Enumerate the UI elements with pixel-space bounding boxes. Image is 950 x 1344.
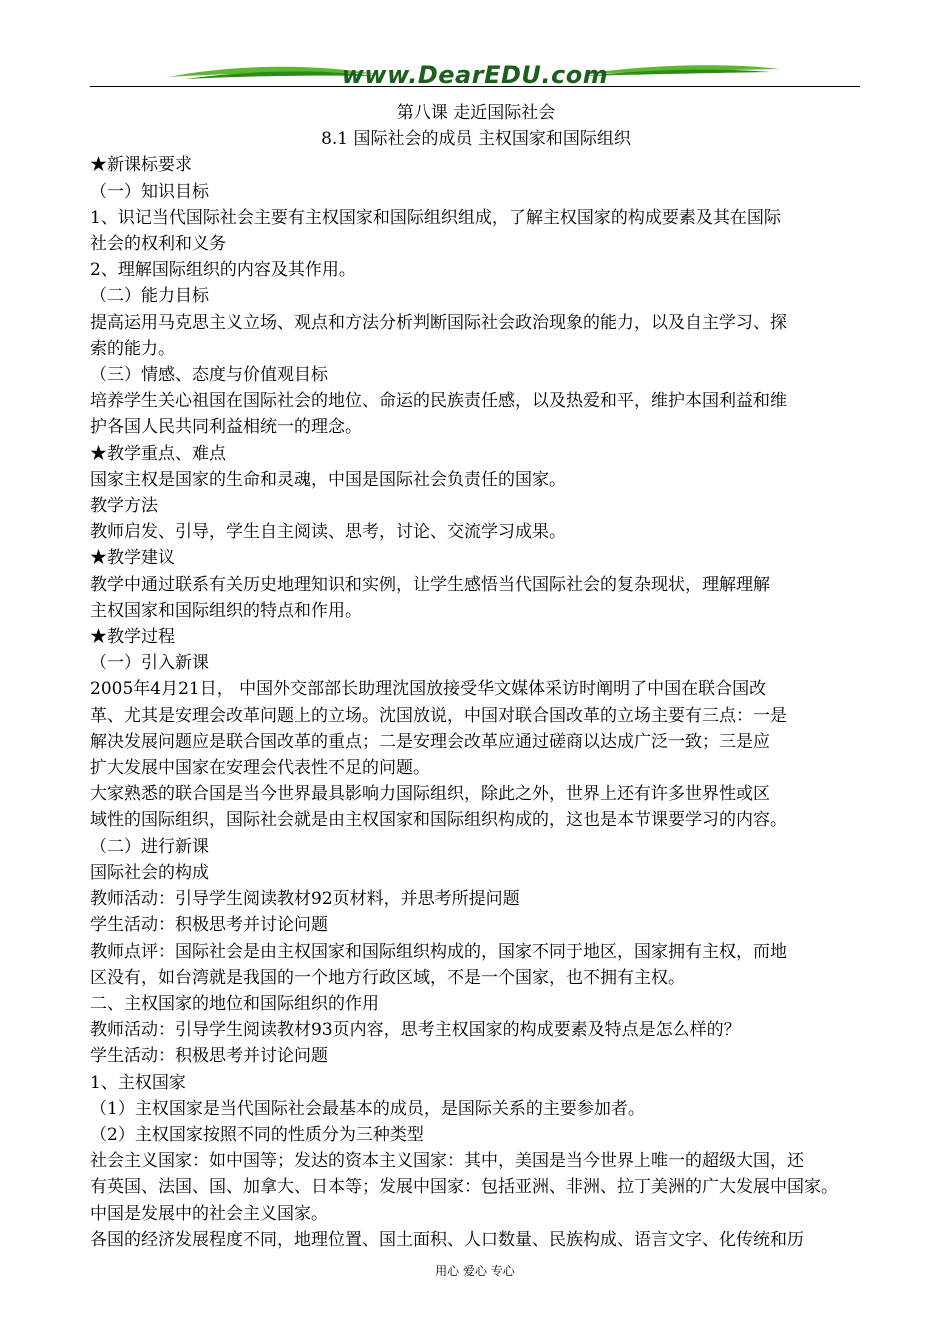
site-logo-text[interactable]: www.DearEDU.com <box>341 61 609 89</box>
text-line: 2、理解国际组织的内容及其作用。 <box>90 260 356 281</box>
text-line: （2）主权国家按照不同的性质分为三种类型 <box>90 1124 424 1145</box>
text-line: 二、主权国家的地位和国际组织的作用 <box>90 993 379 1014</box>
text-line: 学生活动：积极思考并讨论问题 <box>90 1046 328 1067</box>
text-line: 中国是发展中的社会主义国家。 <box>90 1203 328 1224</box>
text-line: 1、主权国家 <box>90 1072 186 1093</box>
text-line: 学生活动：积极思考并讨论问题 <box>90 915 328 936</box>
text-line: 各国的经济发展程度不同，地理位置、国土面积、人口数量、民族构成、语言文字、化传统和历 <box>90 1229 804 1250</box>
text-line: 革、尤其是安理会改革问题上的立场。沈国放说，中国对联合国改革的立场主要有三点：一是 <box>90 705 787 726</box>
text-line: 扩大发展中国家在安理会代表性不足的问题。 <box>90 758 430 779</box>
text-line: 培养学生关心祖国在国际社会的地位、命运的民族责任感，以及热爱和平，维护本国利益和维 <box>90 391 787 412</box>
text-line: 社会主义国家：如中国等；发达的资本主义国家：其中，美国是当今世界上唯一的超级大国，还 <box>90 1151 804 1172</box>
text-line: （三）情感、态度与价值观目标 <box>90 365 328 386</box>
text-line: 提高运用马克思主义立场、观点和方法分析判断国际社会政治现象的能力，以及自主学习、探 <box>90 312 787 333</box>
site-header-logo <box>90 55 860 95</box>
text-line: （一）知识目标 <box>90 181 209 202</box>
text-line: ★教学重点、难点 <box>90 443 226 464</box>
text-line: 教学方法 <box>90 496 158 517</box>
text-line: 教师活动：引导学生阅读教材93页内容，思考主权国家的构成要素及特点是怎么样的？ <box>90 1020 741 1041</box>
text-line: 域性的国际组织，国际社会就是由主权国家和国际组织构成的，这也是本节课要学习的内容。 <box>90 810 787 831</box>
text-line: ★教学建议 <box>90 548 175 569</box>
text-line: 教师启发、引导，学生自主阅读、思考，讨论、交流学习成果。 <box>90 522 566 543</box>
text-line: ★教学过程 <box>90 627 175 648</box>
text-line: （一）引入新课 <box>90 653 209 674</box>
text-line: 索的能力。 <box>90 338 175 359</box>
text-line: 有英国、法国、国、加拿大、日本等；发展中国家：包括亚洲、非洲、拉丁美洲的广大发展中国家。 <box>90 1177 838 1198</box>
document-body <box>90 100 862 1253</box>
text-line: 大家熟悉的联合国是当今世界最具影响力国际组织，除此之外，世界上还有许多世界性或区 <box>90 784 770 805</box>
text-line: 教师点评：国际社会是由主权国家和国际组织构成的，国家不同于地区，国家拥有主权，而地 <box>90 941 787 962</box>
text-line: 教师活动：引导学生阅读教材92页材料，并思考所提问题 <box>90 889 520 910</box>
text-line: 护各国人民共同利益相统一的理念。 <box>90 417 362 438</box>
text-line: 2005年4月21日， 中国外交部部长助理沈国放接受华文媒体采访时阐明了中国在联合国改 <box>90 679 767 700</box>
page-footer: 用心 爱心 专心 <box>435 1264 515 1278</box>
text-line: 区没有，如台湾就是我国的一个地方行政区域，不是一个国家，也不拥有主权。 <box>90 967 685 988</box>
text-line: 国家主权是国家的生命和灵魂，中国是国际社会负责任的国家。 <box>90 469 566 490</box>
text-line: 国际社会的构成 <box>90 862 209 883</box>
text-line: 1、识记当代国际社会主要有主权国家和国际组织组成，了解主权国家的构成要素及其在国际 <box>90 207 781 228</box>
lesson-title: 第八课 走近国际社会 <box>396 103 556 123</box>
section-title: 8.1 国际社会的成员 主权国家和国际组织 <box>321 129 631 150</box>
text-line: 社会的权利和义务 <box>90 234 226 255</box>
text-line: 解决发展问题应是联合国改革的重点；二是安理会改革应通过磋商以达成广泛一致；三是应 <box>90 731 770 752</box>
text-line: （1）主权国家是当代国际社会最基本的成员，是国际关系的主要参加者。 <box>90 1098 645 1119</box>
text-line: （二）能力目标 <box>90 286 209 307</box>
text-line: 主权国家和国际组织的特点和作用。 <box>90 600 362 621</box>
text-line: 教学中通过联系有关历史地理知识和实例，让学生感悟当代国际社会的复杂现状，理解理解 <box>90 574 770 595</box>
text-line: （二）进行新课 <box>90 836 209 857</box>
header-rule <box>90 86 860 87</box>
text-line: ★新课标要求 <box>90 155 192 176</box>
